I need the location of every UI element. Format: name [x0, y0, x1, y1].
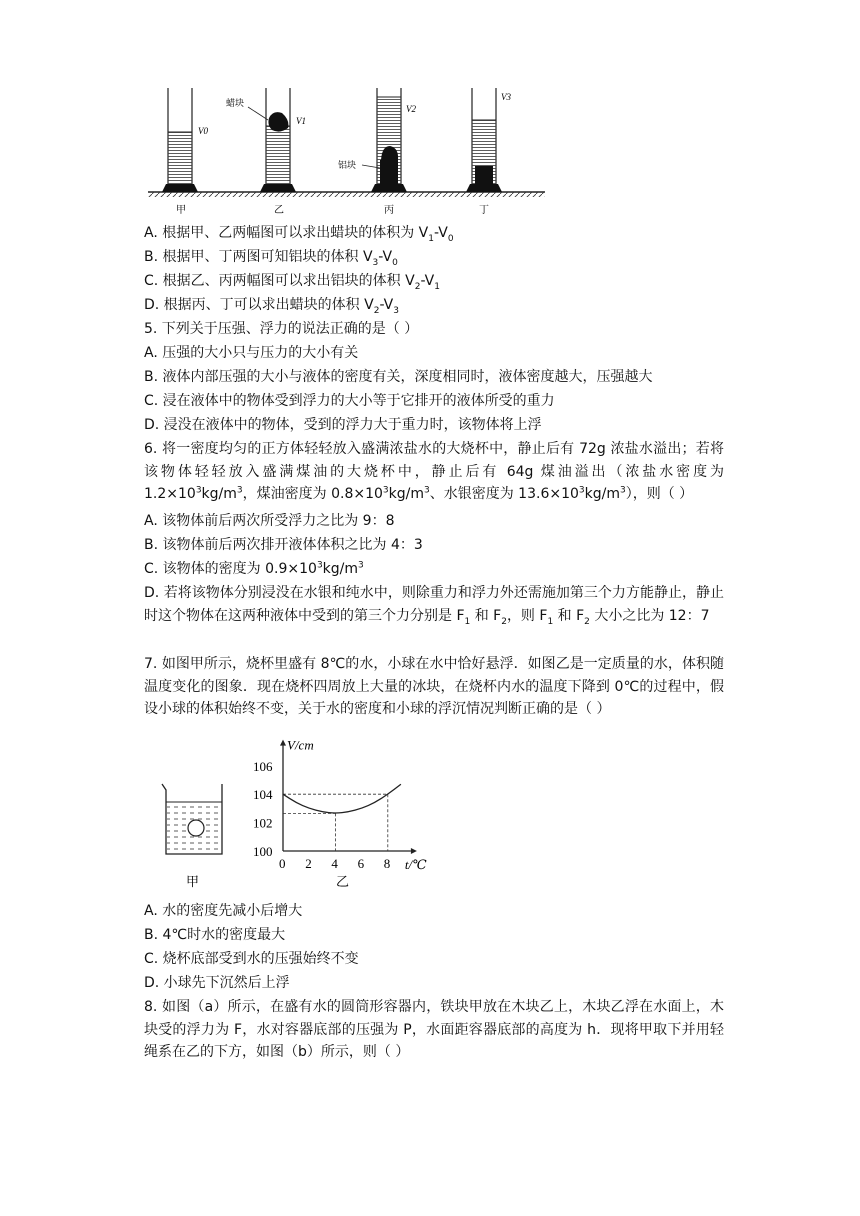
q4-option-c: C. 根据乙、丙两幅图可以求出铝块的体积 $V_2-V_1$ — [144, 273, 440, 292]
q7-option-a: A. 水的密度先减小后增大 — [144, 903, 303, 919]
q4-option-d: D. 根据丙、丁可以求出蜡块的体积 $V_2-V_3$ — [144, 297, 399, 316]
caption-bing: 丙 — [384, 205, 394, 216]
q4-option-b: B. 根据甲、丁两图可知铝块的体积 $V_3-V_0$ — [144, 249, 398, 268]
q7-option-c: C. 烧杯底部受到水的压强始终不变 — [144, 951, 359, 967]
q7-stem: 7. 如图甲所示，烧杯里盛有 8℃的水，小球在水中恰好悬浮．如图乙是一定质量的水，体积随温度变化的图象．现在烧杯四周放上大量的冰块，在烧杯内水的温度下降到 0℃的过程中，假设小球的体积始终不变，关于水的密度和小球的浮沉情况判断正确的是（ ） — [144, 656, 724, 717]
y-tick-label: 100 — [253, 844, 273, 859]
q5-stem: 5. 下列关于压强、浮力的说法正确的是（ ） — [144, 321, 419, 337]
beaker — [162, 784, 222, 854]
y-axis-label: V/cm — [287, 737, 314, 753]
y-tick-label: 102 — [253, 815, 273, 831]
q4-option-a: A. 根据甲、乙两幅图可以求出蜡块的体积为 $V_1-V_0$ — [144, 225, 454, 244]
ball — [188, 820, 204, 836]
x-tick-label: 2 — [305, 856, 312, 871]
volume-temperature-chart — [253, 738, 427, 889]
q8-stem: 8. 如图（a）所示，在盛有水的圆筒形容器内，铁块甲放在木块乙上，木块乙浮在水面上，木块受的浮力为 F，水对容器底部的压强为 P，水面距容器底部的高度为 h．现将甲取下并用轻绳系在乙的下方，如图（b）所示，则（ ） — [144, 999, 724, 1060]
q5-option-b: B. 液体内部压强的大小与液体的密度有关，深度相同时，液体密度越大，压强越大 — [144, 369, 653, 385]
q6-option-b: B. 该物体前后两次排开液体体积之比为 4：3 — [144, 537, 423, 553]
x-tick-label: 0 — [279, 856, 286, 871]
caption-ding: 丁 — [479, 205, 489, 216]
x-tick-label: 4 — [331, 856, 338, 871]
wax-block — [268, 112, 288, 131]
x-tick-label: 6 — [357, 856, 365, 871]
caption-yi-2: 乙 — [336, 874, 350, 889]
q7-option-b: B. 4℃时水的密度最大 — [144, 927, 286, 943]
q7-option-d: D. 小球先下沉然后上浮 — [144, 975, 290, 991]
q5-option-a: A. 压强的大小只与压力的大小有关 — [144, 345, 359, 361]
cylinder-jia — [162, 88, 208, 192]
q5-option-d: D. 浸没在液体中的物体，受到的浮力大于重力时，该物体将上浮 — [144, 417, 542, 433]
y-tick-label: 104 — [253, 787, 273, 803]
label-aluminum: 铝块 — [338, 160, 357, 170]
caption-yi: 乙 — [274, 205, 284, 216]
x-axis-label: t/℃ — [404, 857, 427, 872]
water-volume-figure — [150, 720, 440, 895]
x-axis-arrow — [411, 848, 417, 854]
y-tick-label: 106 — [253, 758, 273, 774]
cylinder-bing — [338, 88, 416, 192]
q5-option-c: C. 浸在液体中的物体受到浮力的大小等于它排开的液体所受的重力 — [144, 393, 555, 409]
label-v2: V2 — [406, 104, 416, 114]
label-v1: V1 — [296, 116, 306, 126]
q6-stem: 6. 将一密度均匀的正方体轻轻放入盛满浓盐水的大烧杯中，静止后有 72g 浓盐水溢出；若将该物体轻轻放入盛满煤油的大烧杯中，静止后有 64g 煤油溢出（浓盐水密度为 $1.2\times 10^3kg/m^3$，煤油密度为 $0.8\times 10^3kg/m^3$、水银密度为 $13.6\times 10^3kg/m^3$），则（ ） — [144, 441, 724, 502]
aluminum-block-2 — [475, 166, 493, 185]
caption-jia: 甲 — [176, 205, 186, 216]
y-axis-arrow — [280, 740, 286, 746]
label-wax: 蜡块 — [226, 98, 245, 108]
cylinder-ding — [466, 88, 511, 192]
cylinders-figure — [140, 80, 550, 220]
label-v0: V0 — [198, 126, 208, 136]
aluminum-block — [380, 160, 398, 184]
q6-option-c: C. 该物体的密度为 $0.9\times 10^3kg/m^3$ — [144, 560, 364, 577]
cylinder-yi — [226, 88, 306, 192]
volume-curve — [283, 784, 401, 813]
q6-option-d: D. 若将该物体分别浸没在水银和纯水中，则除重力和浮力外还需施加第三个力方能静止，静止时这个物体在这两种液体中受到的第三个力分别是 $F_1$ 和 $F_2$，则 $F_1$ 和 $F_2$ 大小之比为 12：7 — [144, 585, 724, 627]
caption-jia-2: 甲 — [186, 874, 200, 889]
q6-option-a: A. 该物体前后两次所受浮力之比为 9：8 — [144, 513, 395, 529]
x-tick-label: 8 — [383, 856, 391, 871]
label-v3: V3 — [501, 92, 511, 102]
